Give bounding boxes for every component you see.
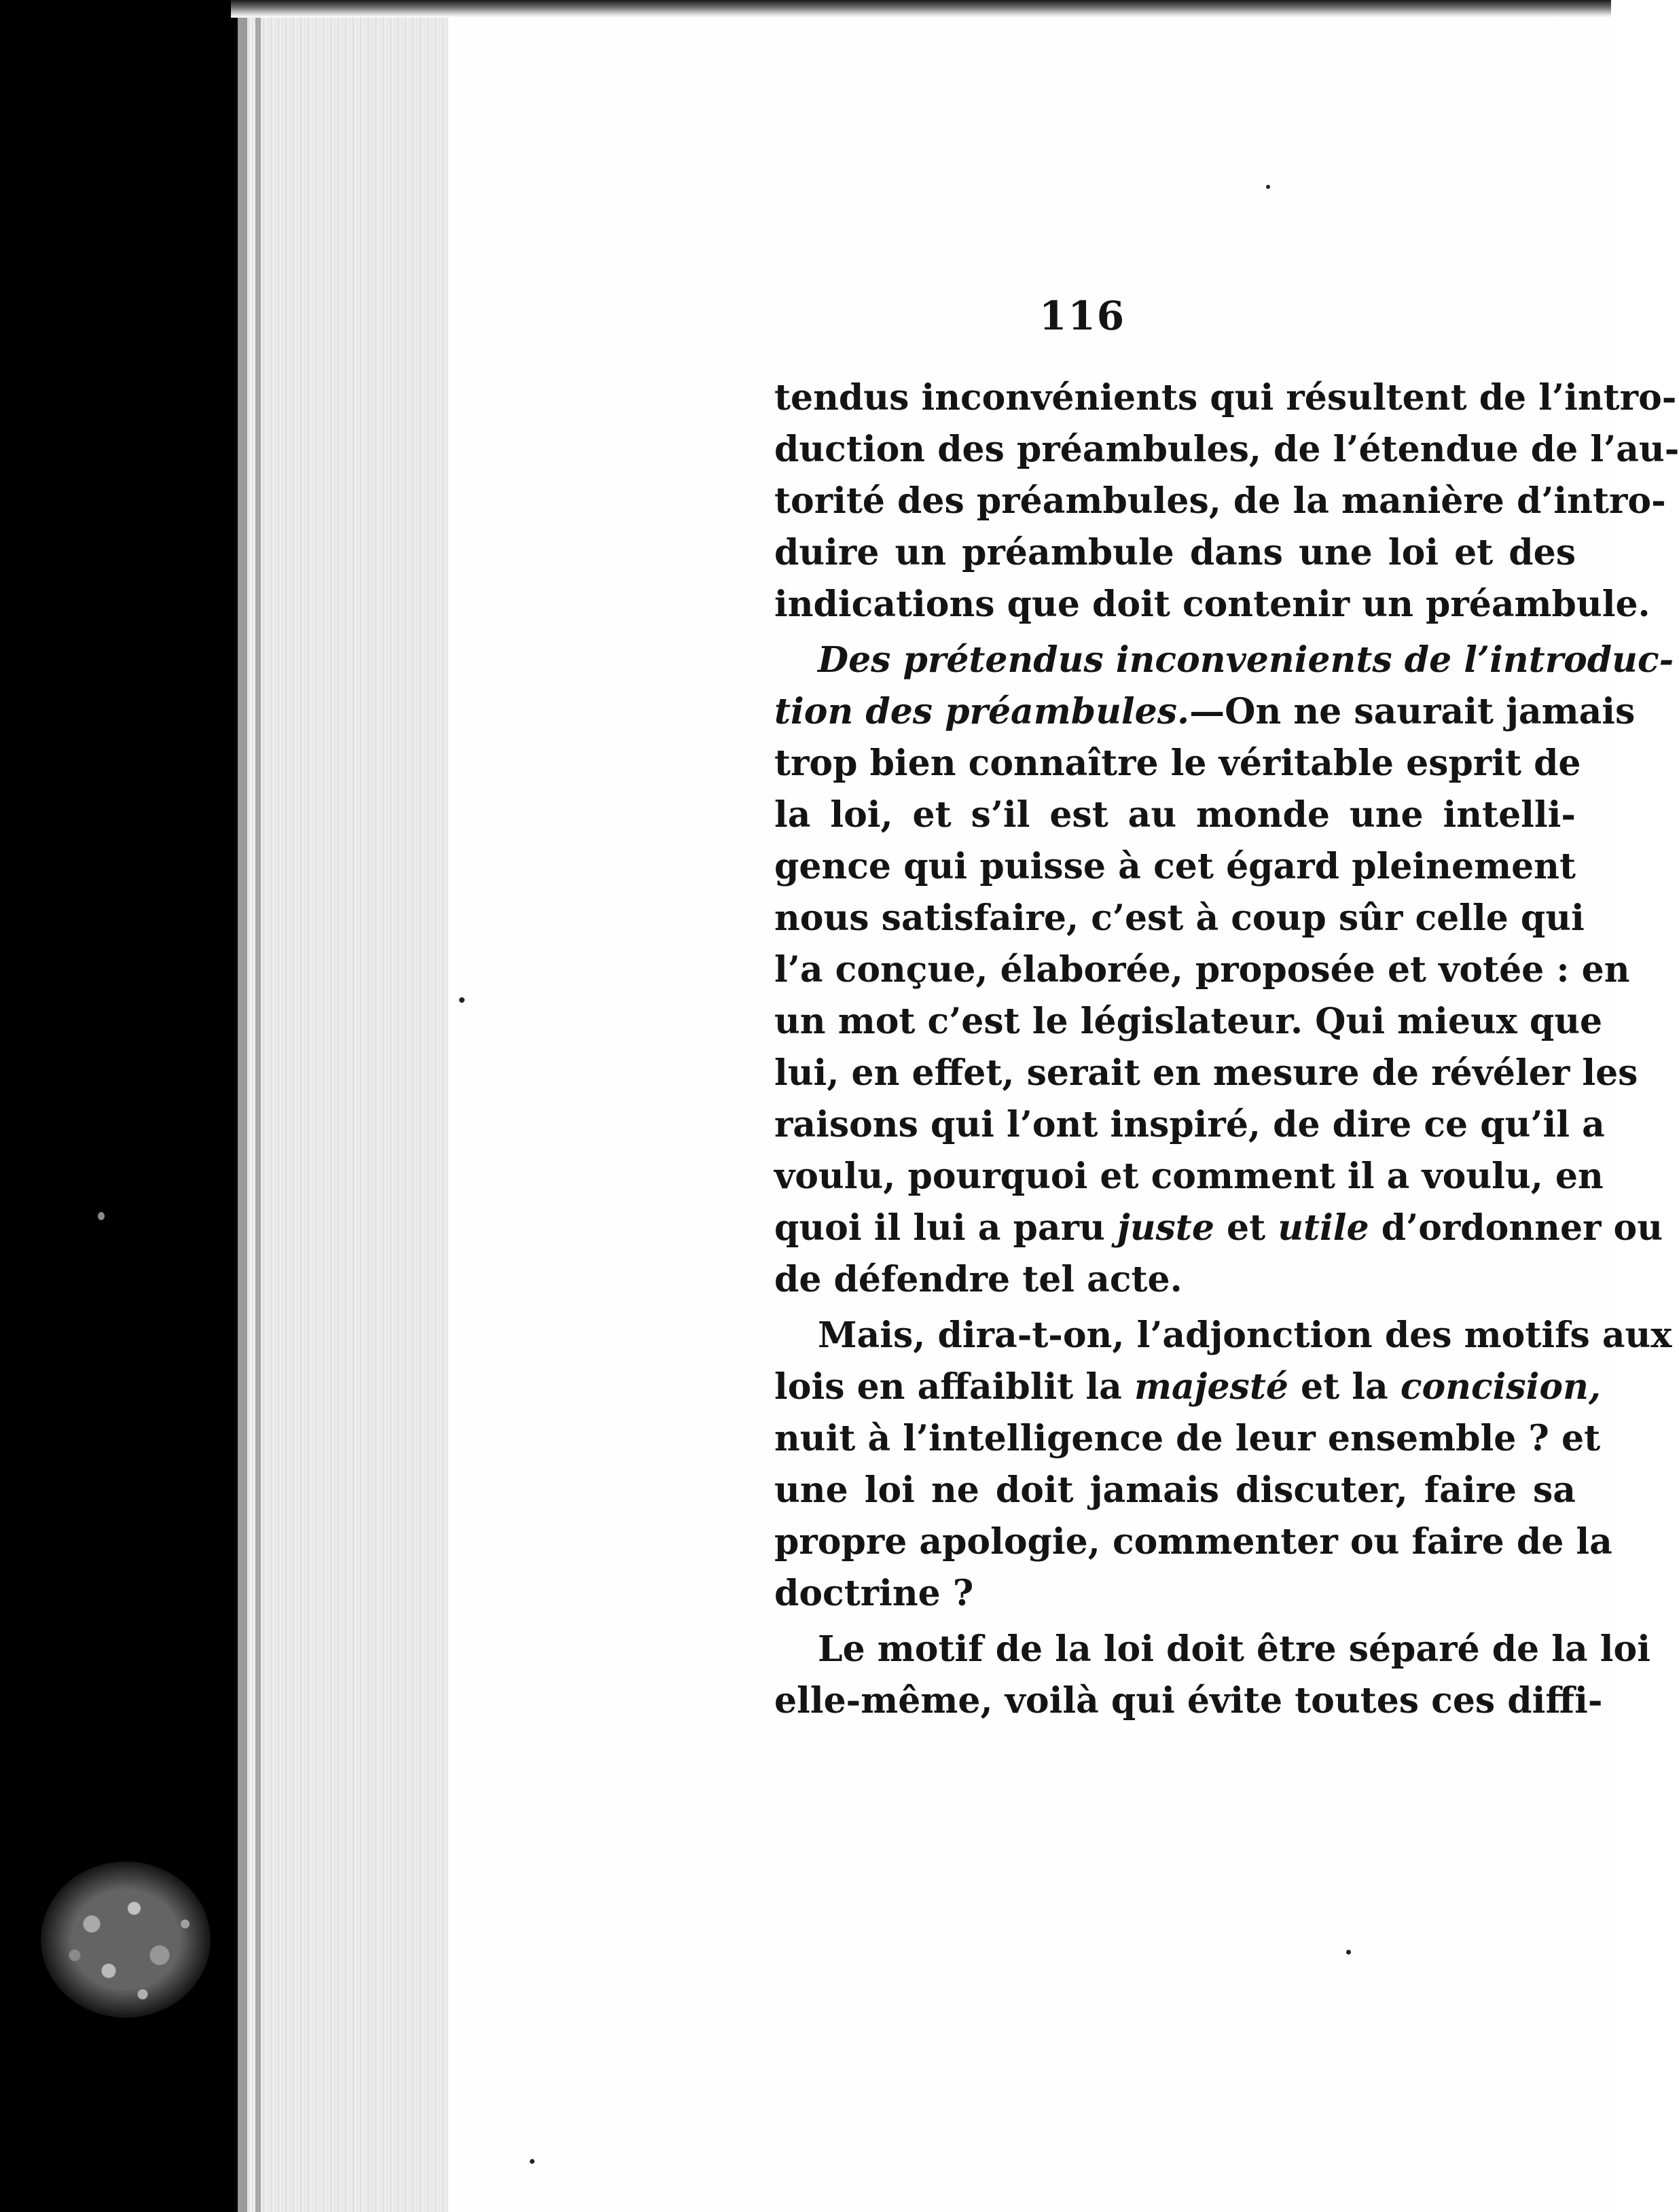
italic-text: concision,	[1400, 1366, 1602, 1408]
print-speck	[459, 997, 465, 1003]
text-line	[774, 1099, 1605, 1151]
text-line	[774, 1151, 1604, 1202]
text-run: lois en affaiblit la	[774, 1366, 1134, 1408]
print-speck	[98, 1212, 105, 1220]
print-speck	[1346, 1950, 1351, 1955]
text-line	[774, 579, 1650, 630]
text-run: propre apologie, commenter ou faire de la	[774, 1521, 1612, 1563]
text-run: lui, en effet, serait en mesure de révéler les	[774, 1052, 1638, 1094]
text-line	[774, 1624, 1650, 1675]
text-run: tendus inconvénients qui résultent de l’intro-	[774, 377, 1677, 418]
text-line	[774, 527, 1576, 579]
text-line	[774, 1675, 1603, 1727]
text-line	[774, 1310, 1672, 1361]
text-line	[774, 1413, 1601, 1465]
text-run: raisons qui l’ont inspiré, de dire ce qu’il a	[774, 1104, 1605, 1145]
text-line	[774, 372, 1677, 424]
text-run: nuit à l’intelligence de leur ensemble ? et	[774, 1418, 1601, 1459]
page-number: 116	[1039, 293, 1126, 339]
text-line	[774, 1516, 1612, 1568]
italic-text: juste	[1117, 1207, 1214, 1249]
text-run: nous satisfaire, c’est à coup sûr celle qui	[774, 897, 1585, 939]
text-line	[774, 996, 1603, 1048]
text-line	[774, 686, 1636, 738]
body-text	[774, 372, 1679, 1727]
italic-text: tion des préambules.	[774, 691, 1190, 732]
text-run: elle-même, voilà qui évite toutes ces diffi-	[774, 1680, 1603, 1722]
text-run: Mais, dira-t-on, l’adjonction des motifs aux	[818, 1315, 1672, 1356]
paragraph	[774, 372, 1679, 630]
text-run: Le motif de la loi doit être séparé de la loi	[818, 1628, 1650, 1670]
italic-text: Des prétendus inconvenients de l’introduc-	[818, 639, 1674, 681]
scan-noise-blot	[41, 1861, 211, 2018]
text-run: indications que doit contenir un préambule.	[774, 584, 1650, 625]
text-line	[774, 1048, 1638, 1099]
text-line	[774, 1202, 1663, 1254]
text-line	[774, 944, 1630, 996]
text-run: l’a conçue, élaborée, proposée et votée : en	[774, 949, 1630, 991]
text-run: trop bien connaître le véritable esprit de	[774, 743, 1581, 784]
paragraph	[774, 635, 1674, 1306]
text-run: et la	[1288, 1366, 1401, 1408]
text-run: quoi il lui a paru	[774, 1207, 1117, 1249]
text-line	[774, 789, 1576, 841]
text-run: et	[1214, 1207, 1278, 1249]
italic-text: majesté	[1134, 1366, 1288, 1408]
text-run: voulu, pourquoi et comment il a voulu, en	[774, 1156, 1604, 1197]
text-run: la loi, et s’il est au monde une intelli-	[774, 794, 1576, 836]
text-run: une loi ne doit jamais discuter, faire sa	[774, 1469, 1576, 1511]
text-line	[774, 893, 1585, 944]
italic-text: utile	[1278, 1207, 1369, 1249]
text-run: gence qui puisse à cet égard pleinement	[774, 846, 1576, 887]
text-run: duire un préambule dans une loi et des	[774, 532, 1576, 573]
text-run: de défendre tel acte.	[774, 1259, 1182, 1300]
text-line	[774, 1361, 1602, 1413]
text-line	[774, 635, 1674, 686]
text-line	[774, 424, 1679, 476]
text-line	[774, 738, 1581, 789]
page-top-edge	[231, 0, 1611, 18]
text-line	[774, 1254, 1576, 1306]
text-run: un mot c’est le législateur. Qui mieux que	[774, 1001, 1603, 1042]
paragraph	[774, 1310, 1672, 1620]
text-run: doctrine ?	[774, 1573, 974, 1614]
print-speck	[1266, 185, 1270, 189]
text-line	[774, 841, 1576, 893]
text-run: torité des préambules, de la manière d’intro-	[774, 480, 1666, 522]
text-run: —On ne saurait jamais	[1189, 691, 1636, 732]
text-run: d’ordonner ou	[1369, 1207, 1663, 1249]
text-line	[774, 476, 1666, 527]
text-line	[774, 1568, 1576, 1620]
text-run: duction des préambules, de l’étendue de l’au-	[774, 429, 1679, 470]
print-speck	[530, 2159, 535, 2164]
text-line	[774, 1465, 1576, 1516]
paragraph	[774, 1624, 1650, 1727]
page-edge-stack	[238, 0, 448, 2212]
